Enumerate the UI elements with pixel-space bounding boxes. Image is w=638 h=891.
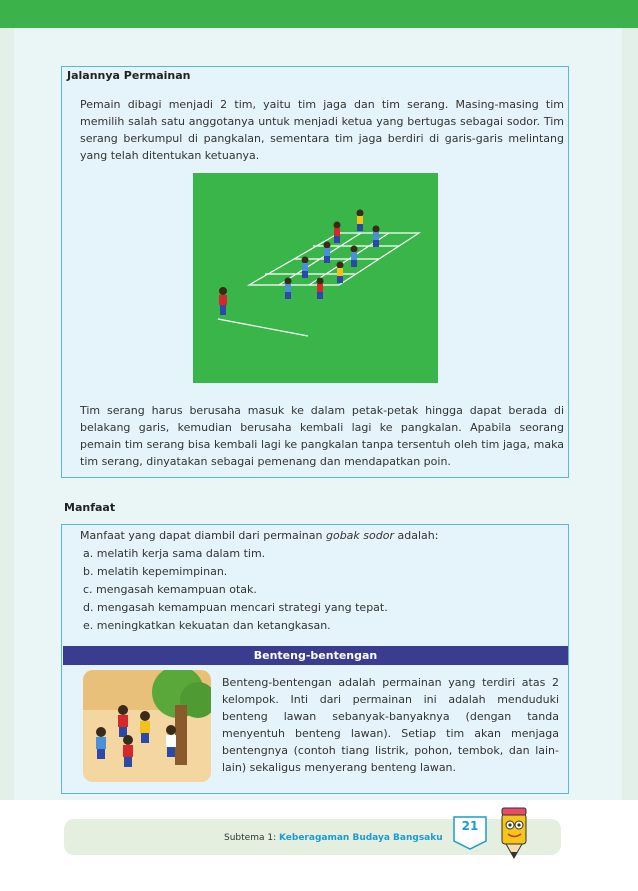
page-number: 21 bbox=[461, 819, 479, 833]
footer-label: Subtema 1: bbox=[224, 833, 279, 843]
gobak-sodor-field-illustration bbox=[193, 173, 438, 383]
player-figures-icon bbox=[219, 210, 380, 316]
benteng-paragraph: Benteng-bentengan adalah permainan yang terdiri atas 2 kelompok. Inti dari permainan ini adalah menduduki benteng lawan sebanyak-banyaknya (dengan tanda menyentuh benteng lawan). Setiap tim akan menjaga bentengnya (contoh tiang listrik, pohon, tembok, dan lain-lain) sekaligus menyerang benteng lawan. bbox=[222, 676, 559, 774]
footer-subtheme bbox=[224, 833, 443, 843]
pencil-mascot-icon bbox=[502, 808, 526, 858]
game-name-italic: gobak sodor bbox=[325, 529, 394, 542]
game-flow-paragraph-2: Tim serang harus berusaha masuk ke dalam petak-petak hingga dapat berada di belakang garis, kemudian berusaha kembali lagi ke pangkalan. Apabila seorang pemain tim serang bisa kembali lagi ke pangkalan tanpa tersentuh oleh tim jaga, maka tim serang, dinyatakan sebagai pemenang dan mendapatkan poin. bbox=[80, 404, 564, 468]
benefits-intro-end: adalah: bbox=[393, 529, 439, 542]
footer-subtheme-title: Keberagaman Budaya Bangsaku bbox=[278, 833, 443, 843]
benefits-intro bbox=[80, 527, 564, 544]
section-title-bar: Benteng-bentengan bbox=[63, 646, 568, 665]
heading-benefits: Manfaat bbox=[64, 501, 116, 514]
pencil-mascot bbox=[492, 806, 536, 862]
benefit-item: b. melatih kepemimpinan. bbox=[83, 565, 228, 578]
game-flow-paragraph-1: Pemain dibagi menjadi 2 tim, yaitu tim jaga dan tim serang. Masing-masing tim memilih salah satu anggotanya untuk menjadi ketua yang bertugas sebagai sodor. Tim serang berkumpul di pangkalan, sementara tim jaga berdiri di garis-garis melintang yang telah ditentukan ketuanya. bbox=[80, 98, 564, 162]
benefit-item: a. melatih kerja sama dalam tim. bbox=[83, 547, 266, 560]
benefit-item: e. meningkatkan kekuatan dan ketangkasan. bbox=[83, 619, 331, 632]
left-margin-band bbox=[0, 28, 14, 800]
right-margin-band bbox=[622, 28, 638, 800]
benefit-item: d. mengasah kemampuan mencari strategi yang tepat. bbox=[83, 601, 388, 614]
heading-game-flow: Jalannya Permainan bbox=[67, 69, 191, 82]
benteng-illustration bbox=[83, 670, 211, 782]
benefits-intro-text: Manfaat yang dapat diambil dari permainan bbox=[80, 529, 326, 542]
top-green-bar bbox=[0, 0, 638, 28]
benefit-item: c. mengasah kemampuan otak. bbox=[83, 583, 257, 596]
